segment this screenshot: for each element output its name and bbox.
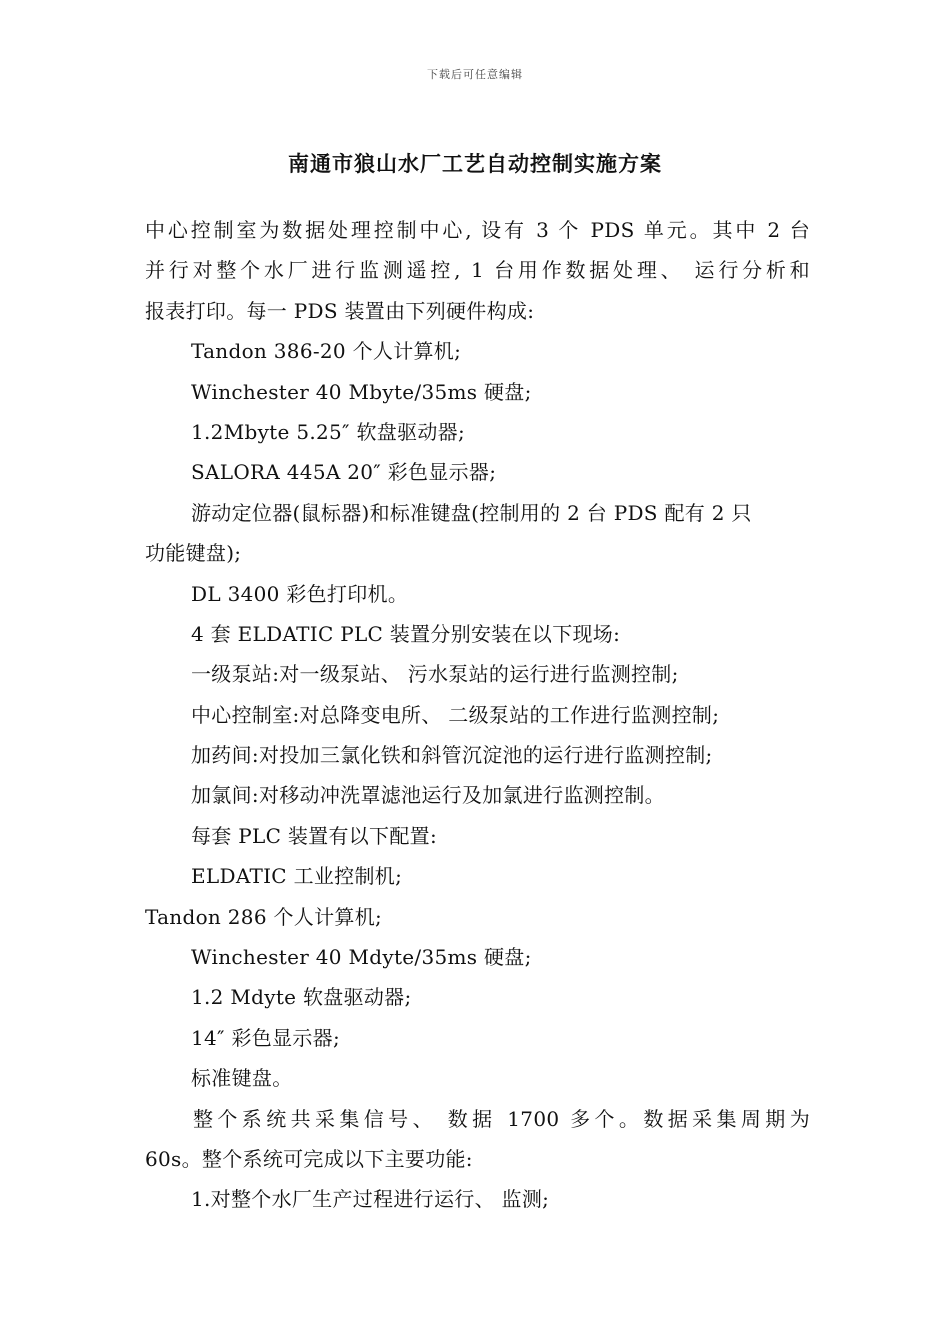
list-item: ELDATIC 工业控制机;	[191, 864, 403, 889]
paragraph-line: 整个系统共采集信号、 数据 1700 多个。数据采集周期为	[193, 1106, 810, 1131]
list-item: 一级泵站:对一级泵站、 污水泵站的运行进行监测控制;	[191, 662, 679, 687]
paragraph-line: 中心控制室为数据处理控制中心, 设有 3 个 PDS 单元。其中 2 台	[145, 218, 810, 242]
list-item: 游动定位器(鼠标器)和标准键盘(控制用的 2 台 PDS 配有 2 只	[191, 500, 752, 525]
list-item: 1.对整个水厂生产过程进行运行、 监测;	[191, 1187, 550, 1212]
paragraph-line: 并行对整个水厂进行监测遥控, 1 台用作数据处理、 运行分析和	[145, 258, 810, 283]
list-item: Winchester 40 Mdyte/35ms 硬盘;	[191, 945, 532, 970]
list-item: DL 3400 彩色打印机。	[191, 581, 409, 606]
paragraph-line: 4 套 ELDATIC PLC 装置分别安装在以下现场:	[191, 621, 621, 646]
list-item: 标准键盘。	[191, 1066, 293, 1091]
list-item: 1.2 Mdyte 软盘驱动器;	[191, 985, 412, 1010]
paragraph-line: 报表打印。每一 PDS 装置由下列硬件构成:	[145, 298, 535, 323]
document-body	[145, 210, 810, 1220]
paragraph-line: 每套 PLC 装置有以下配置:	[191, 823, 437, 848]
list-item: 14″ 彩色显示器;	[191, 1025, 341, 1050]
list-item: Winchester 40 Mbyte/35ms 硬盘;	[191, 379, 532, 404]
header-note: 下载后可任意编辑	[427, 68, 523, 81]
list-item: 1.2Mbyte 5.25″ 软盘驱动器;	[191, 419, 466, 444]
list-item: Tandon 286 个人计算机;	[145, 904, 383, 929]
paragraph-line: 60s。整个系统可完成以下主要功能:	[145, 1146, 473, 1171]
list-item: 加氯间:对移动冲洗罩滤池运行及加氯进行监测控制。	[191, 783, 665, 808]
list-item: 加药间:对投加三氯化铁和斜管沉淀池的运行进行监测控制;	[191, 743, 713, 768]
list-item: 中心控制室:对总降变电所、 二级泵站的工作进行监测控制;	[191, 702, 720, 727]
list-item: Tandon 386-20 个人计算机;	[191, 339, 462, 364]
document-title: 南通市狼山水厂工艺自动控制实施方案	[288, 152, 662, 176]
list-item: SALORA 445A 20″ 彩色显示器;	[191, 460, 497, 485]
list-item-continuation: 功能键盘);	[145, 541, 242, 566]
